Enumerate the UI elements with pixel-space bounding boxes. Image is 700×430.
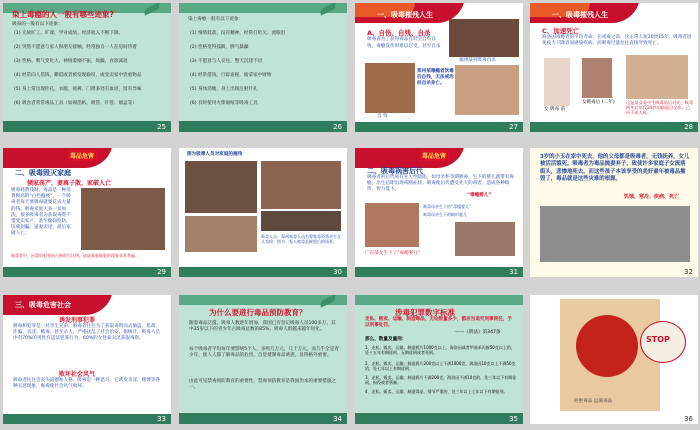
photo-caption: 郑州某毒瘾者饮毒后自残，无法戒治而自杀身亡。 [417,69,454,86]
slide-31[interactable] [355,148,523,277]
photo-caption: 广东某女生下了“毒瘾婴儿” [365,251,421,256]
photo [544,58,570,106]
slide-item: (4) 经常向人借钱，撒谎或者被发现偷窃，或变卖家中贵重物品 [14,73,142,78]
slide-item: (6) 有时使用火柴锡纸等吸毒工具 [190,101,258,106]
header-band [355,295,523,305]
highlight-text: 饥饿、寒冷、疾病、死亡 [624,194,680,200]
slide-item: (1) 无故旷工、旷课，学业成绩、经济收入不断下降。 [14,31,124,36]
footer-band [179,267,347,277]
slide-item: (3) 不愿意与人交往，整天沉迷不语 [190,59,263,64]
slide-footnote: 吸毒者中，因毒资犯罪的占到很大比例，造成家庭破裂的现象非常普遍。 [11,253,139,258]
slide-33[interactable] [3,295,171,424]
slide-item: (3) 性格、脾气变化大，神情萎靡不振，烦躁，食欲减退 [14,59,128,64]
slide-number: 33 [157,415,166,423]
photo-caption: 吸毒母亲生下的畸形婴儿 [423,212,467,217]
slide-heading: 图为吸毒人员对家庭的摧残 [187,152,243,157]
slide-item: (2) 突然不愿意与家人和朋友接触，经常独自一人在房间待着 [14,45,137,50]
photo-caption: 福州某男吸毒自杀 [459,58,496,63]
slide-title: 染上毒瘾的人一般有哪些迹象? [12,10,114,19]
slide-number: 25 [157,123,166,131]
slide-heading: 一、吸毒摧残人生 [377,11,433,19]
law-reference: ——《刑法》第347条 [455,330,501,335]
slide-body: 吸毒者往往会丧失道德和人格，吸毒是一种恶习，它诱发卖淫、赌博等各种丑恶现象，吸毒使社会风气败坏。 [13,378,161,389]
slide-27[interactable] [355,3,523,132]
slide-number: 26 [333,123,342,131]
footer-band [3,121,171,132]
slide-number: 34 [333,415,342,423]
slide-heading: 二、吸毒毁灭家庭 [15,169,71,177]
slide-intro: 吸毒的一般有以下迹象： [12,22,63,27]
photo [540,206,690,262]
footer-band [355,413,523,424]
stop-sign-icon [576,315,638,377]
footer-band [3,414,171,424]
ribbon-label: 毒品危害 [67,150,97,161]
slide-item: 2、走私、贩卖、运输、制造鸦片200克以上不满1000克、海洛因10克以上不满50克的，处七年以上有期徒刑。 [365,361,516,371]
slide-body: 吸毒耗费钱财，毒品是一种消费极高的“白色瘟疫”，一个吸毒者每天要吸毒就要花去大量的钱。吸毒家庭大多一贫如洗，很多吸毒者为获取毒资不惜变卖家产，甚至偷窃抢劫，坑蒙拐骗，逼妻卖淫，最后家破人亡。 [11,188,71,237]
slide-item: 1、走私、贩卖、运输、制造鸦片1000克以上、海洛因或者甲基苯丙胺50克以上的，处十五年有期徒刑、无期徒刑或者死刑。 [365,345,515,355]
slide-item: (5) 身体消瘦，身上出现注射针孔 [190,87,258,92]
slide-paragraph: 每个吸毒者平均每年要影响5个人，多则几万元，几十万元，而几乎全是青少年，使人人都了解毒品的危害，自觉抵制毒品诱惑，显得格外重要。 [189,347,339,359]
slide-subheading: 败坏社会风气 [59,371,96,378]
slide-body: 吸毒和犯罪是一对孪生兄弟。吸毒者往往为了获取毒资而去偷盗、抢劫、诈骗、卖淫、贩毒，甚至杀人，严重扰乱了社会治安。据统计，吸毒人员中有70%的男性有违法犯罪行为，60%的女性靠卖淫获取毒资。 [13,324,161,341]
slide-heading: 三、吸毒危害社会 [15,301,71,309]
slide-30[interactable] [179,148,347,277]
photo-caption: 女 吸毒 前 [544,107,566,112]
slide-item: 3、走私、贩卖、运输、制造鸦片不满200克、海洛因不满10克的，处三年以下有期徒刑、拘役或者管制。 [365,375,517,385]
slide-title: 涉毒犯罪数字标准 [395,308,455,317]
photo-caption: 吸毒人员：郑州吸毒人员为筹集毒资将亲生女儿卖掉，图为一家人被毒品摧毁后的场景。 [261,234,341,244]
slide-number: 36 [684,415,693,423]
photo [455,222,515,256]
slide-subheading: C、加速死亡 [542,27,580,35]
slide-item: (5) 身上常出现针孔，衣服、被褥、门窗多处有血迹，留有异味 [14,87,142,92]
slide-paragraph: 由此可见禁毒预防教育的重要性，禁毒预防教育是我国治本的重要措施之一。 [189,379,337,391]
photo [582,58,612,98]
slide-item: (6) 吸食者常常毒品工具（如锡箔纸、吸管、针管、烟盒等） [14,101,137,106]
photo [261,211,341,231]
slide-36[interactable] [530,295,698,424]
slide-lead: 走私、贩卖、运输、制造毒品，无论数量多少，都应当追究刑事责任，予以刑事处罚。 [365,317,513,328]
footer-band [179,121,347,132]
photo [626,55,688,99]
footer-band [3,267,171,277]
slide-paragraph: 随着毒品泛滥，吸毒人数逐年增加，我国已有登记吸毒人员100多万，其中35岁以下的青少年占吸毒总数的85%，吸毒人群越来越年轻化。 [189,321,336,333]
slide-subheading: A、自伤、自残、自杀 [367,29,431,37]
photo [261,161,341,209]
slide-26[interactable] [179,3,347,132]
slide-29[interactable] [3,148,171,277]
slide-34[interactable] [179,295,347,424]
photo-caption: 女吸毒后 (二年) [582,100,615,105]
slide-intro: 染上毒瘾一般有以下迹象： [188,17,244,22]
slide-number: 31 [509,268,518,276]
slide-item: (2) 性格变得孤僻，脾气暴躁 [190,45,249,50]
slide-number: 29 [157,268,166,276]
stop-text: STOP [646,335,670,344]
slide-body: 吸毒者的后代易有先天性缺陷，如母亲怀孕期吸毒，生下的婴儿就带有毒瘾，出生后即出现戒断症状。吸毒使后代遭受先天的毒害，造成各种畸形，智力低下。 [367,175,515,192]
slide-25[interactable] [3,3,171,132]
photo-caption: 自 残 [377,114,388,119]
poster-caption: 拒绝毒品 远离毒品 [574,399,613,404]
slide-number: 28 [684,123,693,131]
slide-heading: 一、吸毒摧残人生 [552,11,608,19]
slide-number: 27 [509,123,518,131]
footer-band [355,267,523,277]
slide-subheading: 诱发刑事犯罪 [59,317,96,324]
photo [365,63,415,113]
photo-caption: 吸毒母亲生下的“毒瘾婴儿” [423,204,472,209]
slide-subheading: 那么，数量及量刑： [365,337,407,342]
photo [185,161,257,213]
footer-band [530,122,698,132]
slide-item: (1) 情绪低落，没有精神，经常打哈欠、流眼泪 [190,31,286,36]
slide-number: 35 [509,415,518,423]
highlight-text: “毒瘾婴儿” [467,193,492,198]
photo [449,19,519,57]
footer-band [179,413,347,424]
photo [365,203,419,247]
slide-item: (4) 经常借钱，行踪诡秘，偷拿家中财物 [190,73,272,78]
slide-35[interactable] [355,295,523,424]
slide-title: 为什么要进行毒品预防教育？ [209,308,307,317]
photo [81,188,165,250]
slide-number: 32 [684,268,693,276]
slide-32[interactable] [530,148,698,277]
slide-item: 4、走私、贩卖、运输、制造毒品，情节严重的，处三年以上七年以下有期徒刑。 [365,389,508,394]
slide-heading: 二、吸毒祸害后代 [367,167,423,175]
ribbon-label: 毒品危害 [419,150,449,161]
photo [455,65,519,115]
photo [185,216,257,252]
slide-body: 吸毒者为了获得毒品有时会自伤自残，毒瘾发作时难以忍受，甚至自杀 [367,37,441,49]
slide-body: 3岁的小玉在家中死去，他的父母都是吸毒者，无钱抚养，女儿被活活饿死。吸毒者为毒品抛妻弃子，致使许多家庭子女流落街头，悲惨地死去。而这些孩子本该享受的美好童年被毒品摧毁了，毒品就是这些灾难的根源。 [540,154,690,183]
footer-band [355,122,523,132]
slide-body: 海洛因毒瘾者的平均寿命，在戒毒之前，比正常人短10到15年。吸毒者因免疫力下降容易感染疾病，而吸毒过量往往直接导致死亡。 [542,35,692,46]
slide-number: 30 [333,268,342,276]
photo-caption: 这是某女高中生吸毒前后对比，吸毒两年后年仅24岁的她面目全非，已经不成人样。 [626,100,694,115]
slide-28[interactable] [530,3,698,132]
slide-subheading: 倾家荡产，妻离子散，家破人亡 [27,180,112,187]
